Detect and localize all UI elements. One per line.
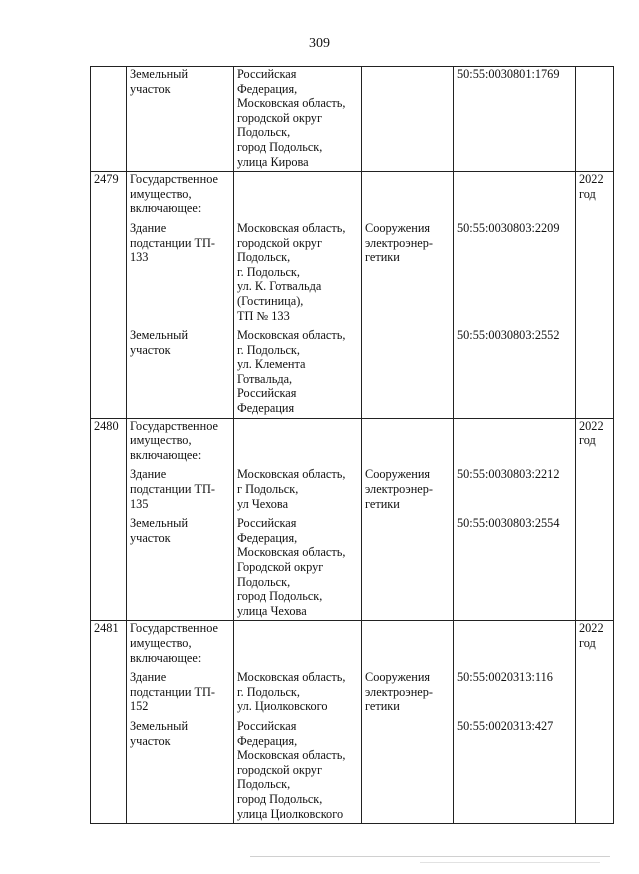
year-cell	[576, 516, 614, 621]
object-name-cell	[127, 670, 234, 719]
record-number-text: 2481	[94, 621, 119, 636]
address-cell	[234, 172, 362, 221]
object-name-cell	[127, 719, 234, 824]
record-number-text: 2479	[94, 172, 119, 187]
table-row	[91, 221, 614, 328]
year-cell	[576, 467, 614, 516]
purpose-cell	[362, 221, 454, 328]
cadastral-number-cell	[454, 516, 576, 621]
cadastral-number-cell	[454, 621, 576, 670]
purpose-text: Сооружения электроэнер- гетики	[365, 220, 433, 265]
object-name-cell	[127, 418, 234, 467]
year-cell	[576, 67, 614, 172]
address-cell	[234, 67, 362, 172]
object-name-text: Государственное имущество, включающее:	[130, 418, 218, 462]
cadastral-number-cell	[454, 328, 576, 418]
record-number-cell	[91, 467, 127, 516]
purpose-cell	[362, 328, 454, 418]
address-cell	[234, 221, 362, 328]
object-name-cell	[127, 67, 234, 172]
year-cell	[576, 621, 614, 670]
table-row	[91, 516, 614, 621]
record-number-cell	[91, 67, 127, 172]
object-name-cell	[127, 221, 234, 328]
year-cell	[576, 172, 614, 221]
cadastral-number-text: 50:55:0030803:2209	[457, 220, 560, 235]
address-cell	[234, 719, 362, 824]
address-cell	[234, 467, 362, 516]
purpose-cell	[362, 172, 454, 221]
purpose-text: Сооружения электроэнер- гетики	[365, 467, 433, 511]
record-number-cell	[91, 418, 127, 467]
year-cell	[576, 328, 614, 418]
cadastral-number-cell	[454, 172, 576, 221]
year-cell	[576, 221, 614, 328]
address-text: Российская Федерация, Московская область, городской округ Подольск, город Подольск, улица Кирова	[237, 67, 346, 169]
object-name-text: Земельный участок	[130, 328, 189, 357]
purpose-cell	[362, 670, 454, 719]
address-cell	[234, 621, 362, 670]
cadastral-number-cell	[454, 221, 576, 328]
record-number-cell	[91, 328, 127, 418]
cadastral-number-cell	[454, 670, 576, 719]
object-name-text: Здание подстанции ТП- 133	[130, 220, 215, 265]
object-name-cell	[127, 516, 234, 621]
table-row	[91, 328, 614, 418]
record-number-cell	[91, 670, 127, 719]
object-name-text: Земельный участок	[130, 718, 189, 748]
table-row	[91, 67, 614, 172]
object-name-text: Земельный участок	[130, 67, 189, 96]
purpose-cell	[362, 418, 454, 467]
purpose-cell	[362, 719, 454, 824]
table-row	[91, 418, 614, 467]
object-name-cell	[127, 621, 234, 670]
year-text: 2022 год	[579, 621, 604, 650]
property-registry-table	[90, 66, 614, 824]
year-cell	[576, 719, 614, 824]
cadastral-number-text: 50:55:0020313:427	[457, 718, 554, 733]
object-name-cell	[127, 328, 234, 418]
address-cell	[234, 418, 362, 467]
record-number-cell	[91, 516, 127, 621]
address-text: Московская область, г. Подольск, ул. Клемента Готвальда, Российская Федерация	[237, 328, 346, 416]
purpose-cell	[362, 467, 454, 516]
cadastral-number-cell	[454, 467, 576, 516]
address-text: Российская Федерация, Московская область, городской округ Подольск, город Подольск, улица Циолковского	[237, 718, 346, 821]
table-row	[91, 467, 614, 516]
record-number-cell	[91, 221, 127, 328]
cadastral-number-cell	[454, 418, 576, 467]
cadastral-number-cell	[454, 67, 576, 172]
record-number-cell	[91, 172, 127, 221]
object-name-cell	[127, 172, 234, 221]
address-text: Московская область, г Подольск, ул Чехова	[237, 467, 346, 511]
address-text: Московская область, городской округ Подольск, г. Подольск, ул. К. Готвальда (Гостиница), ТП № 133	[237, 220, 346, 323]
purpose-cell	[362, 621, 454, 670]
address-cell	[234, 516, 362, 621]
cadastral-number-text: 50:55:0020313:116	[457, 670, 553, 685]
cadastral-number-text: 50:55:0030803:2212	[457, 467, 560, 482]
purpose-cell	[362, 67, 454, 172]
cadastral-number-text: 50:55:0030803:2554	[457, 516, 560, 531]
scan-edge-line	[250, 856, 610, 857]
year-text: 2022 год	[579, 172, 604, 201]
table-row	[91, 670, 614, 719]
record-number-cell	[91, 621, 127, 670]
table-row	[91, 621, 614, 670]
year-cell	[576, 418, 614, 467]
object-name-text: Земельный участок	[130, 516, 189, 545]
table-row	[91, 719, 614, 824]
address-text: Российская Федерация, Московская область, Городской округ Подольск, город Подольск, улица Чехова	[237, 516, 346, 618]
object-name-text: Здание подстанции ТП- 152	[130, 670, 215, 714]
object-name-text: Здание подстанции ТП- 135	[130, 467, 215, 511]
object-name-cell	[127, 467, 234, 516]
address-cell	[234, 670, 362, 719]
purpose-text: Сооружения электроэнер- гетики	[365, 670, 433, 714]
cadastral-number-text: 50:55:0030801:1769	[457, 67, 560, 81]
scan-edge-line	[420, 862, 600, 863]
year-text: 2022 год	[579, 418, 604, 448]
address-cell	[234, 328, 362, 418]
table-body	[91, 67, 614, 824]
record-number-cell	[91, 719, 127, 824]
table-row	[91, 172, 614, 221]
page-number: 309	[309, 36, 330, 51]
purpose-cell	[362, 516, 454, 621]
object-name-text: Государственное имущество, включающее:	[130, 621, 218, 665]
cadastral-number-cell	[454, 719, 576, 824]
year-cell	[576, 670, 614, 719]
object-name-text: Государственное имущество, включающее:	[130, 172, 218, 216]
address-text: Московская область, г. Подольск, ул. Циолковского	[237, 670, 346, 714]
cadastral-number-text: 50:55:0030803:2552	[457, 328, 560, 343]
record-number-text: 2480	[94, 418, 119, 433]
